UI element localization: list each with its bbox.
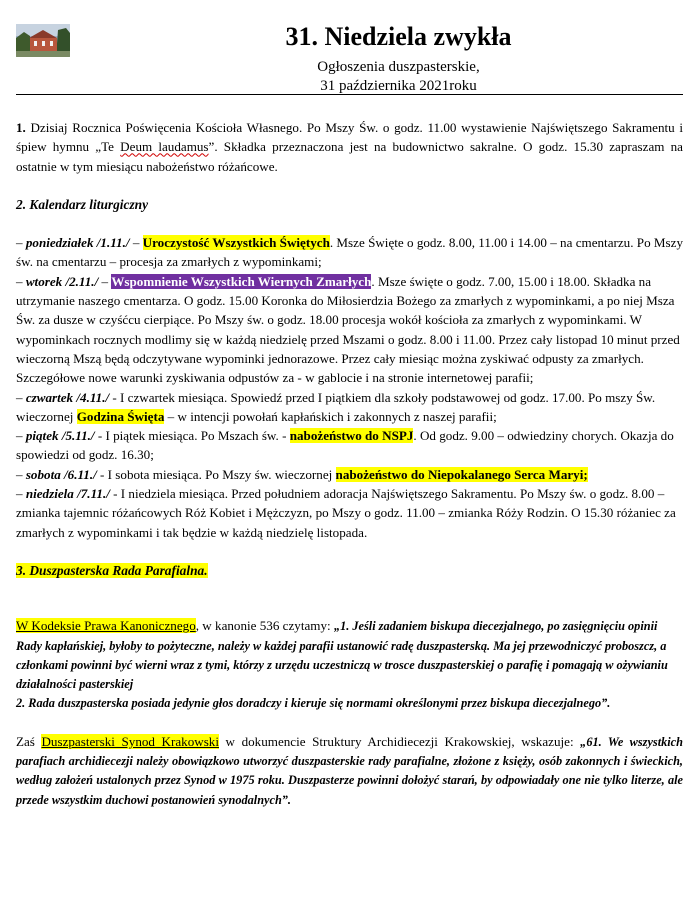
thursday-text-b: – w intencji powołań kapłańskich i zakonnych z naszej parafii; xyxy=(164,408,497,424)
tuesday-sep: – xyxy=(98,273,112,289)
sunday-text: - I niedziela miesiąca. Przed południem adoracja Najświętszego Sakramentu. Po Mszy św. o godz. 8.00 – zmianka tajemnic różańcowych Róż Kobiet i Mężczyzn, po Mszy o godz. 11.00 – zmianka Róży Rodzin. O 15.30 różaniec za zmarłych z wypominkami i tak będzie w każdą niedzielę listopada. xyxy=(16,486,676,540)
synod-link[interactable]: Duszpasterski Synod Krakowski xyxy=(41,733,219,749)
friday-highlight: nabożeństwo do NSPJ xyxy=(289,428,414,444)
synod-text-b: w dokumencie Struktury Archidiecezji Krakowskiej, wskazuje: xyxy=(218,733,581,749)
page-date: 31 października 2021roku xyxy=(320,78,477,94)
saturday-text: - I sobota miesiąca. Po Mszy św. wieczornej xyxy=(96,466,336,482)
tuesday-dash: – xyxy=(16,273,26,289)
saturday-day: sobota /6.11./ xyxy=(25,466,97,482)
canon-law-quote-2: 2. Rada duszpasterska posiada jedynie głos doradczy i kieruje się normami określonymi przez biskupa diecezjalnego”. xyxy=(16,696,611,711)
monday-day: poniedziałek /1.11./ xyxy=(25,235,130,251)
spacer xyxy=(16,214,683,233)
monday-text: . Msze Święte o godz. 8.00, 11.00 i 14.00 – na cmentarzu. Po Mszy św. na cmentarzu – procesja za zmarłych z wypominkami; xyxy=(16,235,683,270)
spacer xyxy=(16,713,683,732)
thursday-text-a: - I czwartek miesiąca. Spowiedź przed I piątkiem dla szkoły podstawowej od godz. 17.00. Po mszy Św. wieczornej xyxy=(16,389,656,424)
thursday-day: czwartek /4.11./ xyxy=(25,389,110,405)
saturday-dash: – xyxy=(16,466,26,482)
canon-law-text: , w kanonie 536 czytamy: xyxy=(195,618,334,634)
canon-law-link[interactable]: W Kodeksie Prawa Kanonicznego xyxy=(16,618,196,634)
section-1-text-a: Dzisiaj Rocznica Poświęcenia Kościoła Własnego. Po Mszy Św. o godz. 11.00 wystawienie Najświętszego Sakramentu i śpiew hymnu „Te xyxy=(16,120,683,155)
canon-law-paragraph xyxy=(16,616,683,712)
calendar-sunday xyxy=(16,484,683,542)
header-rule xyxy=(16,94,683,95)
spacer xyxy=(16,580,683,616)
spacer xyxy=(16,176,683,195)
calendar-monday xyxy=(16,233,683,272)
te-deum-text: Deum laudamus xyxy=(120,139,209,155)
canon-law-quote: „1. Jeśli zadaniem biskupa diecezjalnego, po zasięgnięciu opinii Rady kapłańskiej, byłoby to pożyteczne, należy w każdej parafii ustanowić radę duszpasterską. Ma jej przewodniczyć proboszcz, a członkami powinni być wierni wraz z tymi, którzy z urzędu uczestniczą w trosce duszpasterskiej o parafię i pomagają w ożywianiu działalności pasterskiej xyxy=(16,619,668,692)
calendar-tuesday xyxy=(16,272,683,388)
thursday-highlight: Godzina Święta xyxy=(76,408,165,424)
church-photo xyxy=(16,24,70,57)
section-2-heading: 2. Kalendarz liturgiczny xyxy=(16,196,149,212)
monday-dash: – xyxy=(16,235,26,251)
section-1 xyxy=(16,118,683,176)
page-title: 31. Niedziela zwykła xyxy=(285,22,512,51)
section-1-number: 1. xyxy=(16,120,26,135)
section-1-text-b: ”. Składka przeznaczona jest na budownictwo sakralne. O godz. 15.30 zapraszam na ostatnie w tym miesiącu nabożeństwo różańcowe. xyxy=(16,139,683,174)
friday-text-a: - I piątek miesiąca. Po Mszach św. - xyxy=(94,428,290,444)
saturday-highlight: nabożeństwo do Niepokalanego Serca Maryi; xyxy=(335,466,588,482)
announcements-body xyxy=(16,118,683,809)
sunday-day: niedziela /7.11./ xyxy=(25,486,110,502)
synod-text-a: Zaś xyxy=(16,733,42,749)
monday-highlight: Uroczystość Wszystkich Świętych xyxy=(142,235,330,251)
tuesday-highlight: Wspomnienie Wszystkich Wiernych Zmarłych xyxy=(111,273,372,289)
section-3-heading-text: 3. Duszpasterska Rada Parafialna. xyxy=(16,562,208,578)
section-3-heading xyxy=(16,561,683,580)
sunday-dash: – xyxy=(16,486,26,502)
tuesday-text: . Msze święte o godz. 7.00, 15.00 i 18.00. Składka na utrzymanie naszego cmentarza. O godz. 15.00 Koronka do Miłosierdzia Bożego za zmarłych z wypominkami, a po niej Msza Św. za dusze w czyśćcu cierpiące. Po Mszy św. o godz. 18.00 procesja wokół kościoła za zmarłych z wypominkami. W wypominkach rocznych modlimy się w każdą niedzielę przed Mszami o godz. 8.00 i 11.00. Przez cały listopad 10 minut przed wieczorną Mszą będą odczytywane wypominki jednorazowe. Przez cały miesiąc można zyskiwać odpusty za zmarłych. Szczegółowe nowe warunki zyskiwania odpustów za - w gablocie i na stronie internetowej parafii; xyxy=(16,273,680,386)
synod-quote: „61. We wszystkich parafiach archidiecezji należy obowiązkowo utworzyć duszpasterskie rady parafialne, złożone z księży, osób zakonnych i świeckich, według założeń ustalonych przez Synod w 1975 roku. Duszpasterze powinni dołożyć starań, by odpowiadały one nie tylko literze, ale przede wszystkim duchowi postanowień synodalnych”. xyxy=(16,734,683,807)
calendar-saturday xyxy=(16,465,683,484)
tuesday-day: wtorek /2.11./ xyxy=(25,273,99,289)
calendar-friday xyxy=(16,426,683,465)
friday-day: piątek /5.11./ xyxy=(25,428,95,444)
monday-sep: – xyxy=(129,235,143,251)
thursday-dash: – xyxy=(16,389,26,405)
spacer xyxy=(16,542,683,561)
page-subtitle: Ogłoszenia duszpasterskie, xyxy=(317,59,480,75)
calendar-thursday xyxy=(16,388,683,427)
friday-text-b: . Od godz. 9.00 – odwiedziny chorych. Okazja do spowiedzi od godz. 16.30; xyxy=(16,428,674,463)
synod-paragraph xyxy=(16,732,683,809)
friday-dash: – xyxy=(16,428,26,444)
